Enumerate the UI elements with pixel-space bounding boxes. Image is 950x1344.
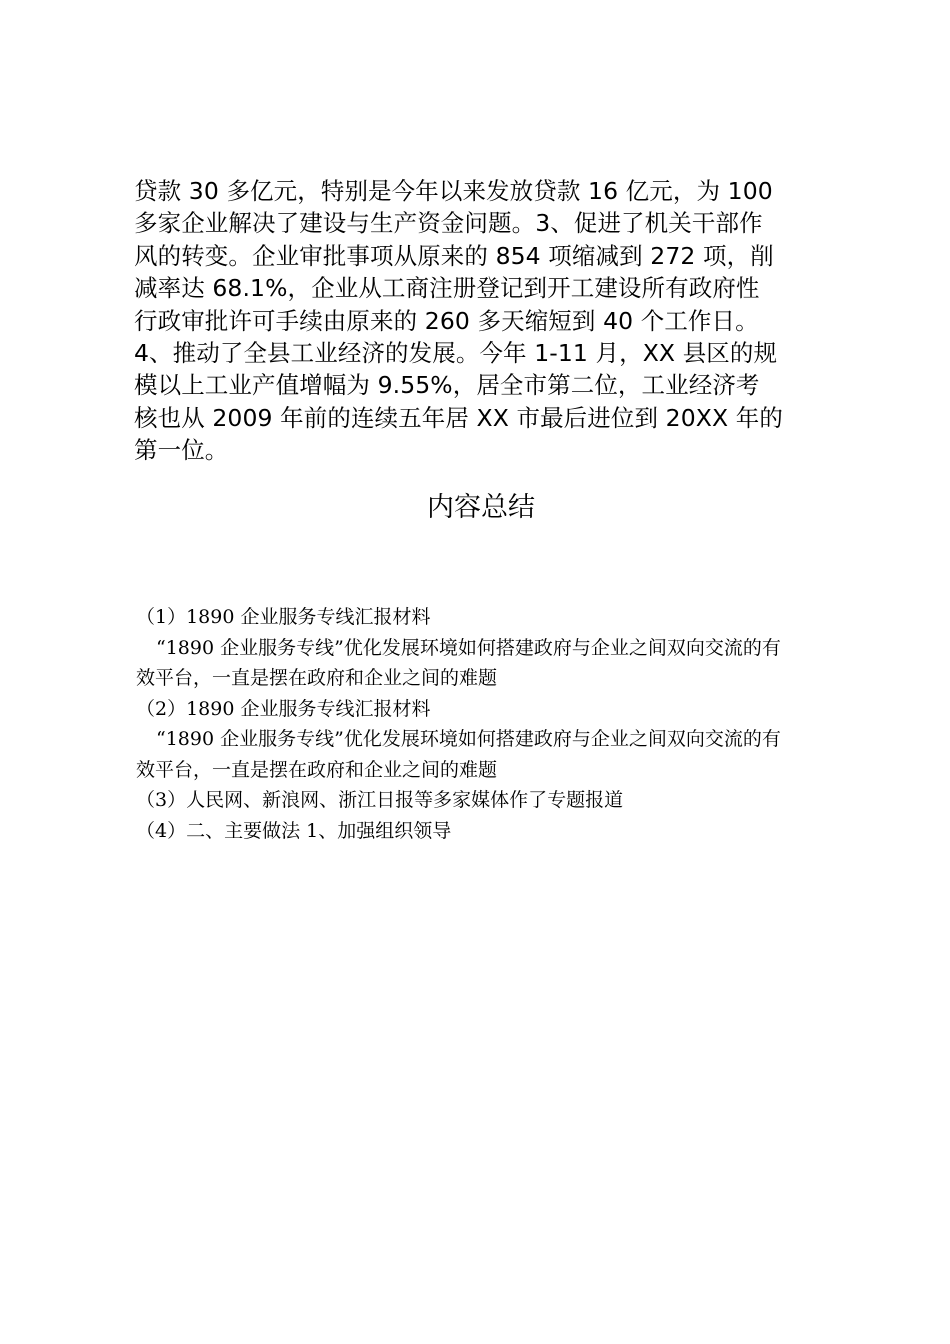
summary-item-text: “1890 企业服务专线”优化发展环境如何搭建政府与企业之间双向交流的有 <box>156 728 781 750</box>
body-line: 核也从 2009 年前的连续五年居 XX 市最后进位到 20XX 年的 <box>134 403 783 432</box>
body-line: 风的转变。企业审批事项从原来的 854 项缩减到 272 项，削 <box>134 241 774 270</box>
body-line: 第一位。 <box>134 436 229 465</box>
summary-item-heading: （2）1890 企业服务专线汇报材料 <box>136 697 431 720</box>
body-line: 模以上工业产值增幅为 9.55%，居全市第二位，工业经济考 <box>134 371 760 400</box>
body-line: 多家企业解决了建设与生产资金问题。3、促进了机关干部作 <box>134 209 763 238</box>
summary-item-text: 效平台，一直是摆在政府和企业之间的难题 <box>136 667 498 689</box>
section-title: 内容总结 <box>427 492 535 523</box>
body-line: 4、推动了全县工业经济的发展。今年 1-11 月，XX 县区的规 <box>134 339 778 368</box>
summary-item-text: “1890 企业服务专线”优化发展环境如何搭建政府与企业之间双向交流的有 <box>156 636 781 659</box>
summary-item-heading: （1）1890 企业服务专线汇报材料 <box>136 606 431 628</box>
body-paragraph <box>134 175 824 467</box>
summary-item-heading: （4）二、主要做法 1、加强组织领导 <box>136 819 452 842</box>
summary-list <box>136 602 826 846</box>
body-line: 行政审批许可手续由原来的 260 多天缩短到 40 个工作日。 <box>134 306 759 335</box>
summary-item-heading: （3）人民网、新浪网、浙江日报等多家媒体作了专题报道 <box>136 789 624 811</box>
body-line: 减率达 68.1%，企业从工商注册登记到开工建设所有政府性 <box>134 274 760 303</box>
body-line: 贷款 30 多亿元，特别是今年以来发放贷款 16 亿元，为 100 <box>134 177 773 205</box>
summary-item-text: 效平台，一直是摆在政府和企业之间的难题 <box>136 758 498 781</box>
